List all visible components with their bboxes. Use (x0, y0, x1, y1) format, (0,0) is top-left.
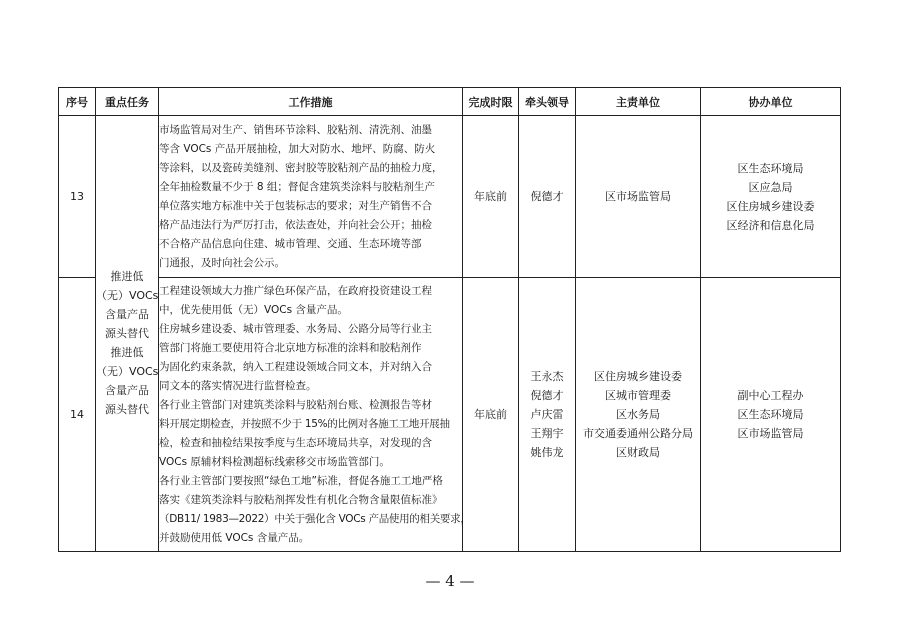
task-line: （无）VOCs (96, 288, 159, 302)
header-deadline: 完成时限 (463, 88, 519, 116)
assist-unit-name: 区生态环境局 (737, 408, 804, 421)
measure-line: 单位落实地方标准中关于包装标志的要求；对生产销售不合 (159, 199, 432, 212)
row-13-assist-units (701, 116, 841, 278)
leader-name: 倪德才 (530, 389, 564, 402)
measure-line: 料开展定期检查，并按照不少于 15%的比例对各施工工地开展抽 (159, 417, 450, 430)
row-14-assist-units (701, 278, 841, 552)
task-line: 含量产品 (105, 307, 149, 321)
assist-unit-name: 区经济和信息化局 (726, 218, 815, 232)
lead-unit-name: 区水务局 (616, 408, 660, 421)
row-13-lead-unit (576, 116, 701, 278)
header-row (59, 88, 841, 116)
page-number: — 4 — (425, 572, 475, 590)
measure-line: 门通报，及时向社会公示。 (159, 256, 285, 269)
measure-line: 为固化约束条款，纳入工程建设领域合同文本，并对纳入合 (159, 360, 432, 373)
leader-name: 王永杰 (530, 370, 564, 383)
lead-unit-name: 市交通委通州公路分局 (583, 427, 693, 440)
header-leader: 牵头领导 (519, 88, 576, 116)
assist-unit-name: 区生态环境局 (737, 161, 804, 175)
task-line: （无）VOCs (96, 364, 159, 378)
measure-line: 各行业主管部门要按照“绿色工地”标准，督促各施工工地严格 (159, 474, 443, 487)
measure-line: 中，优先使用低（无）VOCs 含量产品。 (159, 303, 348, 316)
header-index: 序号 (59, 88, 96, 116)
task-line: 源头替代 (105, 326, 149, 340)
header-lead-unit: 主责单位 (576, 88, 701, 116)
lead-unit-name: 区住房城乡建设委 (594, 370, 682, 383)
row-13-leader (519, 116, 576, 278)
task-line: 推进低 (110, 269, 144, 283)
measure-line: 等含 VOCs 产品开展抽检，加大对防水、地坪、防腐、防火 (159, 142, 436, 155)
header-measures: 工作措施 (159, 88, 463, 116)
measure-line: 等涂料，以及瓷砖美缝剂、密封胶等胶粘剂产品的抽检力度， (159, 161, 443, 174)
measure-line: 检，检查和抽检结果按季度与生态环境局共享，对发现的含 (159, 436, 432, 449)
header-assist-unit: 协办单位 (701, 88, 841, 116)
measure-line: 落实《建筑类涂料与胶粘剂挥发性有机化合物含量限值标准》 (159, 493, 443, 506)
task-cell (96, 116, 159, 552)
task-line: 源头替代 (105, 402, 149, 416)
measure-line: 住房城乡建设委、城市管理委、水务局、公路分局等行业主 (159, 322, 432, 335)
assist-unit-name: 区住房城乡建设委 (726, 199, 815, 213)
measure-line: 市场监管局对生产、销售环节涂料、胶粘剂、清洗剂、油墨 (159, 123, 432, 136)
lead-unit-name: 区城市管理委 (605, 389, 671, 402)
row-14-measures (159, 278, 471, 552)
measure-line: 管部门将施工要使用符合北京地方标准的涂料和胶粘剂作 (159, 341, 422, 354)
measure-line: 各行业主管部门对建筑类涂料与胶粘剂台账、检测报告等材 (159, 398, 432, 411)
leader-name: 卢庆雷 (530, 408, 564, 421)
row-14-deadline: 年底前 (463, 278, 519, 552)
row-13-index: 13 (59, 116, 96, 278)
table-row-13 (59, 116, 841, 278)
measure-line: 并鼓励使用低 VOCs 含量产品。 (159, 531, 310, 544)
measures-table (58, 87, 841, 552)
task-line: 推进低 (110, 345, 144, 359)
task-line: 含量产品 (105, 383, 149, 397)
measure-line: 不合格产品信息向住建、城市管理、交通、生态环境等部 (159, 237, 422, 250)
row-14-leaders (519, 278, 576, 552)
leader-name: 姚伟龙 (530, 446, 564, 459)
measure-line: 工程建设领域大力推广绿色环保产品，在政府投资建设工程 (159, 284, 432, 297)
row-14-lead-units (576, 278, 701, 552)
row-13-measures (159, 116, 463, 278)
measure-line: 全年抽检数量不少于 8 组；督促含建筑类涂料与胶粘剂生产 (159, 180, 435, 193)
assist-unit-name: 区应急局 (748, 180, 793, 194)
lead-unit-name: 区财政局 (616, 446, 660, 459)
leader-name: 倪德才 (530, 190, 564, 203)
measure-line: VOCs 原辅材料检测超标线索移交市场监管部门。 (159, 455, 390, 468)
table-row-14 (59, 278, 841, 552)
row-14-index: 14 (59, 278, 96, 552)
lead-unit-name: 区市场监管局 (605, 190, 671, 203)
header-task: 重点任务 (96, 88, 159, 116)
assist-unit-name: 区市场监管局 (737, 427, 804, 440)
row-13-deadline: 年底前 (463, 116, 519, 278)
measure-line: 格产品违法行为严厉打击，依法查处，并向社会公开；抽检 (159, 218, 432, 231)
leader-name: 王翔宇 (530, 427, 564, 440)
measure-line: 同文本的落实情况进行监督检查。 (159, 379, 317, 392)
measure-line: （DB11/ 1983—2022）中关于强化含 VOCs 产品使用的相关要求， (159, 512, 471, 525)
assist-unit-name: 副中心工程办 (737, 389, 804, 402)
